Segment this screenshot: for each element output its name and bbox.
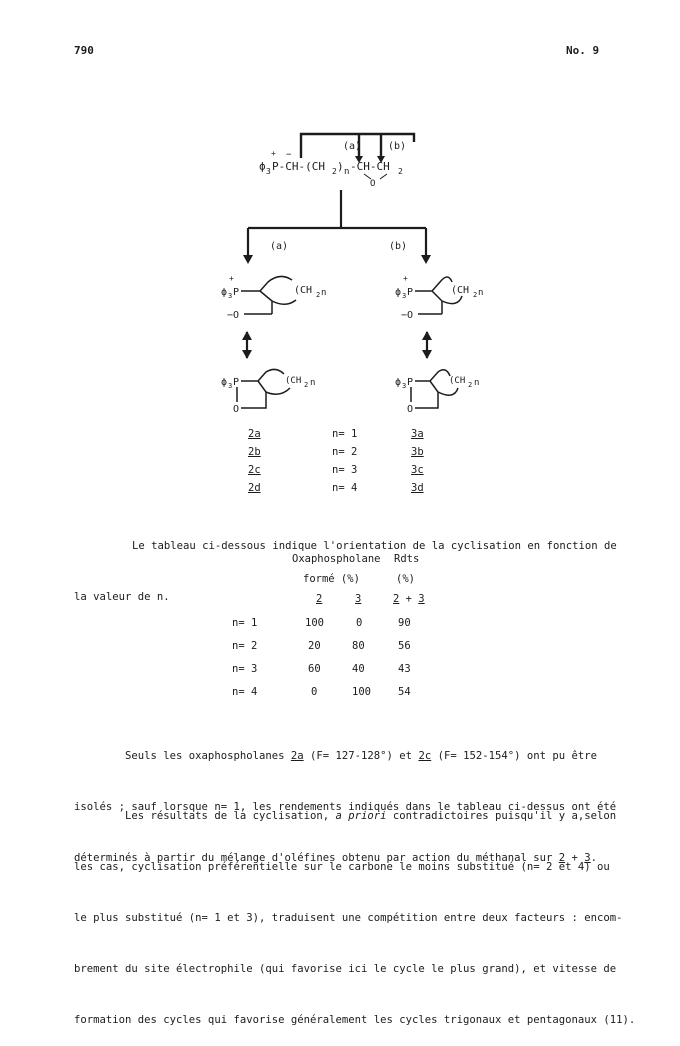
cell: 100	[352, 686, 371, 698]
svg-text:ϕ: ϕ	[259, 160, 266, 173]
svg-text:−O: −O	[227, 310, 240, 321]
svg-text:(CH: (CH	[451, 285, 470, 296]
structure-2-oxaphospholane	[221, 369, 315, 415]
row-n: n= 3	[232, 663, 258, 675]
svg-text:n: n	[474, 378, 480, 388]
cell: 40	[352, 663, 365, 675]
svg-text:(CH: (CH	[294, 285, 313, 296]
svg-text:+: +	[403, 274, 408, 283]
cell: 0	[311, 686, 318, 698]
svg-text:ϕ: ϕ	[221, 287, 228, 298]
svg-text:O: O	[233, 404, 240, 415]
svg-text:+: +	[229, 274, 234, 283]
compound-label: 3d	[411, 482, 424, 494]
structure-2-betaine	[221, 274, 326, 321]
intro-paragraph: Le tableau ci-dessous indique l'orientation de la cyclisation en fonction de la valeur de n.	[74, 540, 617, 603]
paragraph-isolation: Seuls les oxaphospholanes 2a (F= 127-128°) et 2c (F= 152-154°) ont pu être isolés ; sauf lorsque n= 1, les rendements indiqués dans le tableau ci-dessus ont été déterminés à partir du mélange d'oléfines obtenu par action du méthanal sur 2 + 3.	[74, 750, 617, 864]
row-n: n= 1	[232, 617, 258, 629]
svg-text:2: 2	[468, 381, 473, 389]
svg-text:P: P	[407, 377, 414, 388]
reaction-scheme	[0, 0, 680, 420]
compound-label: 2d	[248, 482, 261, 494]
compound-label: 3a	[411, 428, 424, 440]
svg-text:ϕ: ϕ	[395, 287, 402, 298]
svg-text:2: 2	[473, 291, 478, 299]
svg-text:O: O	[407, 404, 414, 415]
svg-text:n: n	[478, 288, 484, 298]
svg-text:P: P	[233, 377, 240, 388]
table-header: Oxaphospholane	[292, 553, 381, 565]
svg-text:P: P	[233, 287, 240, 298]
row-n: n= 2	[232, 640, 258, 652]
arrowheads	[242, 255, 432, 359]
column-head-3: 3	[355, 593, 362, 605]
column-head-2: 2	[316, 593, 323, 605]
page-number: 790	[74, 44, 94, 57]
svg-text:P: P	[407, 287, 414, 298]
table-header: formé (%)	[303, 573, 360, 585]
label-a-top: (a)	[343, 141, 362, 152]
svg-text:ϕ: ϕ	[221, 377, 228, 388]
cell: 80	[352, 640, 365, 652]
row-n: n= 4	[232, 686, 258, 698]
label-b-top: (b)	[388, 141, 407, 152]
structure-3-oxaphospholane	[395, 370, 479, 415]
cell: 20	[308, 640, 321, 652]
svg-text:3: 3	[266, 167, 271, 176]
branch-b-label: (b)	[389, 241, 408, 252]
n-value: n= 4	[332, 482, 358, 494]
table-header: (%)	[396, 573, 415, 585]
cell: 54	[398, 686, 411, 698]
svg-text:3: 3	[228, 382, 233, 390]
cell: 60	[308, 663, 321, 675]
svg-text:O: O	[370, 179, 376, 189]
svg-text:2: 2	[316, 291, 321, 299]
svg-text:n: n	[310, 378, 316, 388]
svg-text:+: +	[271, 149, 276, 158]
svg-text:2: 2	[304, 381, 309, 389]
svg-text:): )	[337, 160, 344, 173]
svg-text:(CH: (CH	[449, 376, 466, 386]
paragraph-results: Les résultats de la cyclisation, a priori contradictoires puisqu'il y a,selon les cas, cyclisation préférentielle sur le carbone le moins substitué (n= 2 et 4) ou le plus substitué (n= 1 et 3), traduisent une compétition entre deux facteurs : encom- brement du site électrophile (qui favorise ici le cycle le plus grand), et vitesse de formation des cycles qui favorise généralement les cycles trigonaux et pentagonaux (11).	[74, 810, 636, 1026]
svg-text:2: 2	[332, 167, 337, 176]
svg-text:2: 2	[398, 167, 403, 176]
cell: 43	[398, 663, 411, 675]
svg-text:3: 3	[402, 292, 407, 300]
compound-label: 3c	[411, 464, 424, 476]
journal-issue: No. 9	[566, 44, 600, 57]
svg-text:ϕ: ϕ	[395, 377, 402, 388]
branch-a-label: (a)	[270, 241, 289, 252]
column-head-sum: 2 + 3	[393, 593, 425, 605]
cell: 90	[398, 617, 411, 629]
cell: 100	[305, 617, 324, 629]
svg-text:P-CH-(CH: P-CH-(CH	[272, 160, 325, 173]
svg-text:−O: −O	[401, 310, 414, 321]
n-value: n= 3	[332, 464, 358, 476]
compound-label: 2a	[248, 428, 261, 440]
cell: 0	[356, 617, 363, 629]
branch-arrows	[247, 190, 427, 358]
svg-text:(CH: (CH	[285, 376, 302, 386]
compound-label: 3b	[411, 446, 424, 458]
n-value: n= 1	[332, 428, 358, 440]
svg-text:3: 3	[228, 292, 233, 300]
svg-text:3: 3	[402, 382, 407, 390]
cell: 56	[398, 640, 411, 652]
compound-label: 2c	[248, 464, 261, 476]
svg-text:n: n	[321, 288, 327, 298]
svg-text:−: −	[286, 150, 292, 160]
n-value: n= 2	[332, 446, 358, 458]
svg-text:n: n	[344, 167, 350, 177]
compound-label: 2b	[248, 446, 261, 458]
structure-3-betaine	[395, 274, 483, 321]
svg-text:-CH-CH: -CH-CH	[350, 160, 390, 173]
table-header: Rdts	[394, 553, 420, 565]
